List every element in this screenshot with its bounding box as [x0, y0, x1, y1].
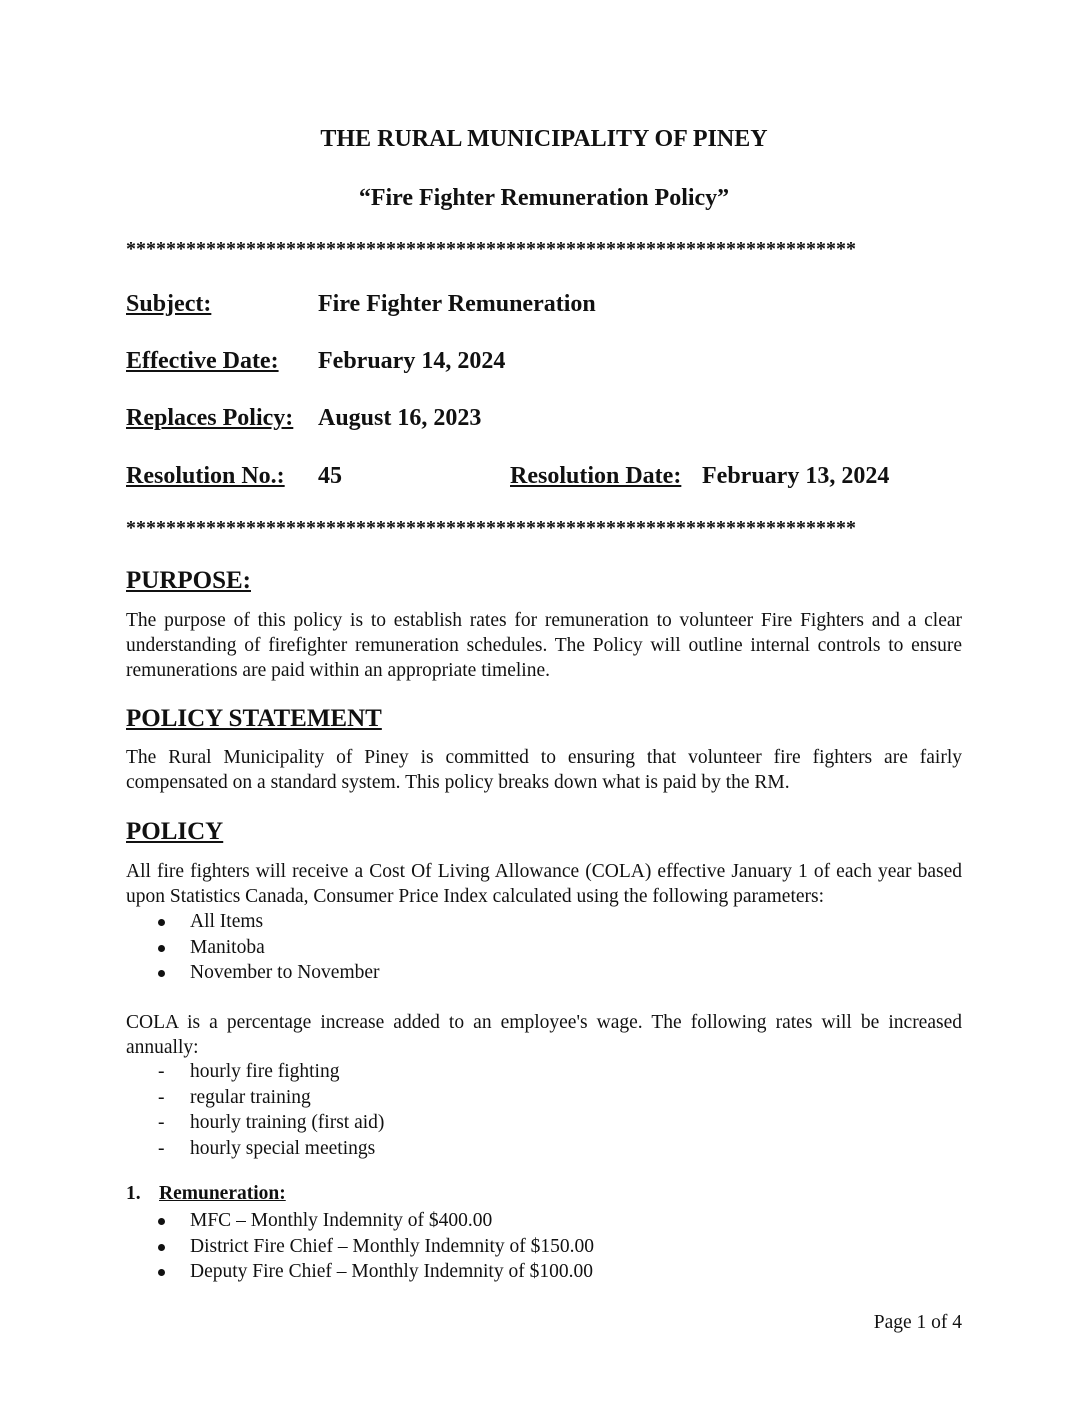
subject-label: Subject:	[126, 291, 212, 317]
purpose-text: The purpose of this policy is to establish rates for remuneration to volunteer Fire Fighters and a clear understanding of firefighter remuneration schedules. The Policy will outline internal controls to ensure remunerations are paid within an appropriate timeline.	[126, 610, 962, 681]
bullet-icon	[158, 1218, 165, 1225]
document-subtitle: “Fire Fighter Remuneration Policy”	[358, 185, 730, 211]
purpose-heading: PURPOSE:	[126, 567, 251, 594]
document-title: THE RURAL MUNICIPALITY OF PINEY	[320, 126, 768, 152]
effective-date-value: February 14, 2024	[318, 348, 506, 374]
bullet-icon	[158, 919, 165, 926]
policy-intro-text: All fire fighters will receive a Cost Of Living Allowance (COLA) effective January 1 of each year based upon Statistics Canada, Consumer Price Index calculated using the following parameters:	[126, 861, 962, 907]
replaces-policy-value: August 16, 2023	[318, 405, 482, 431]
bullet-icon	[158, 945, 165, 952]
bullet-icon	[158, 1244, 165, 1251]
dash-icon: -	[158, 1112, 165, 1133]
dash-icon: -	[158, 1061, 165, 1082]
replaces-policy-label: Replaces Policy:	[126, 405, 294, 431]
bullet-icon	[158, 970, 165, 977]
list-item: MFC – Monthly Indemnity of $400.00	[126, 1208, 962, 1234]
cpi-parameters-list	[126, 909, 962, 986]
list-item: - regular training	[126, 1085, 962, 1111]
policy-statement-text: The Rural Municipality of Piney is committed to ensuring that volunteer fire fighters are fairly compensated on a standard system. This policy breaks down what is paid by the RM.	[126, 747, 962, 793]
list-item: - hourly training (first aid)	[126, 1110, 962, 1136]
subject-value: Fire Fighter Remuneration	[318, 291, 596, 317]
list-item: - hourly special meetings	[126, 1136, 962, 1162]
dash-icon: -	[158, 1137, 165, 1159]
policy-statement-heading: POLICY STATEMENT	[126, 705, 382, 732]
resolution-date-label: Resolution Date:	[510, 463, 682, 489]
separator-top: *************************************************************************	[126, 238, 856, 260]
resolution-no-label: Resolution No.:	[126, 463, 285, 489]
resolution-date-value: February 13, 2024	[702, 463, 890, 489]
cola-rates-list	[126, 1059, 962, 1161]
bullet-icon	[158, 1269, 165, 1276]
list-item: Manitoba	[126, 935, 962, 961]
list-item: Deputy Fire Chief – Monthly Indemnity of $100.00	[126, 1259, 962, 1285]
remuneration-heading-text: Remuneration:	[159, 1183, 286, 1204]
list-item: November to November	[126, 960, 962, 986]
effective-date-label: Effective Date:	[126, 348, 279, 374]
remuneration-heading	[126, 1183, 286, 1205]
remuneration-number: 1.	[126, 1183, 141, 1204]
remuneration-list	[126, 1208, 962, 1285]
policy-heading: POLICY	[126, 818, 224, 845]
dash-icon: -	[158, 1086, 165, 1108]
list-item: All Items	[126, 909, 962, 935]
list-item: District Fire Chief – Monthly Indemnity of $150.00	[126, 1234, 962, 1260]
resolution-no-value: 45	[318, 463, 342, 489]
cola-text: COLA is a percentage increase added to an employee's wage. The following rates will be increased annually:	[126, 1012, 962, 1058]
list-item: - hourly fire fighting	[126, 1059, 962, 1085]
separator-bottom: *************************************************************************	[126, 517, 856, 539]
page-number: Page 1 of 4	[873, 1312, 962, 1333]
